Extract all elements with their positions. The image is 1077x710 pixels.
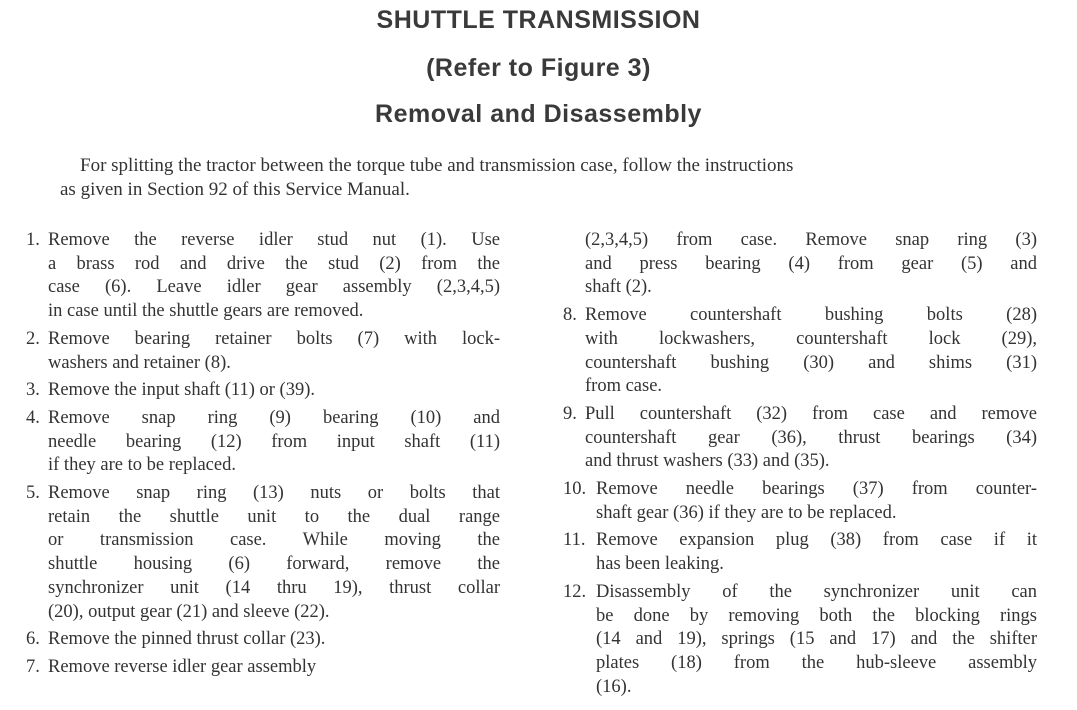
step-item: [26, 379, 500, 403]
step-item: [563, 529, 1037, 576]
step-number: 12.: [563, 581, 587, 602]
right-column: [563, 229, 1037, 703]
step-text-line: Remove snap ring (9) bearing (10) and: [48, 407, 500, 428]
step-text-line: retain the shuttle unit to the dual range: [48, 506, 500, 527]
step-text-line: in case until the shuttle gears are removed.: [48, 301, 364, 322]
step-text-line: Remove the reverse idler stud nut (1). Use: [48, 230, 500, 250]
step-text-line: Remove reverse idler gear assembly: [48, 656, 317, 677]
step-number: 6.: [26, 629, 40, 650]
step-text-line: synchronizer unit (14 thru 19), thrust collar: [48, 577, 500, 598]
step-number: 3.: [26, 380, 40, 401]
page-title: SHUTTLE TRANSMISSION: [376, 6, 701, 34]
step-item: [26, 628, 500, 652]
step-text-line: Remove bearing retainer bolts (7) with lock-: [48, 328, 500, 349]
figure-reference: (Refer to Figure 3): [426, 54, 651, 82]
step-item: [26, 407, 500, 478]
step-text-line: and thrust washers (33) and (35).: [585, 451, 830, 472]
step-text-line: plates (18) from the hub-sleeve assembly: [596, 652, 1037, 673]
step-item: [26, 229, 500, 324]
step-text-line: shaft gear (36) if they are to be replaced.: [596, 502, 897, 523]
intro-paragraph: [60, 154, 1020, 202]
step-number: 7.: [26, 656, 40, 677]
step-text-line: case (6). Leave idler gear assembly (2,3,4,5): [48, 277, 500, 298]
step-text-line: if they are to be replaced.: [48, 455, 236, 476]
step-text-line: be done by removing both the blocking rings: [596, 605, 1037, 626]
step-text-line: shaft (2).: [585, 277, 652, 298]
step-text-line: from case.: [585, 376, 663, 397]
step-number: 11.: [563, 530, 586, 551]
step-text-line: Pull countershaft (32) from case and remove: [585, 403, 1037, 424]
step-number: 2.: [26, 328, 40, 349]
step-item: [563, 403, 1037, 474]
step-text-line: Remove countershaft bushing bolts (28): [585, 305, 1037, 326]
step-number: 10.: [563, 479, 587, 500]
step-text-line: countershaft gear (36), thrust bearings (34): [585, 427, 1037, 448]
step-text-line: countershaft bushing (30) and shims (31): [585, 352, 1037, 373]
step-item: [26, 482, 500, 624]
step-text-line: (14 and 19), springs (15 and 17) and the shifter: [596, 629, 1037, 650]
left-column: [26, 229, 500, 684]
step-text-line: and press bearing (4) from gear (5) and: [585, 253, 1037, 274]
step-item: [563, 581, 1037, 700]
step-number: 5.: [26, 483, 40, 504]
step-text-line: a brass rod and drive the stud (2) from the: [48, 253, 500, 274]
step-text-line: Remove needle bearings (37) from counter-: [596, 479, 1037, 500]
step-item: [563, 304, 1037, 399]
continued-step-text: [563, 229, 1037, 300]
step-item: [563, 478, 1037, 525]
step-text-line: (2,3,4,5) from case. Remove snap ring (3): [585, 230, 1037, 250]
step-item: [26, 328, 500, 375]
step-number: 1.: [26, 230, 40, 250]
step-text-line: (16).: [596, 676, 632, 697]
step-text-line: Remove the input shaft (11) or (39).: [48, 380, 315, 401]
step-number: 8.: [563, 305, 577, 326]
step-text-line: shuttle housing (6) forward, remove the: [48, 554, 500, 575]
step-text-line: Remove the pinned thrust collar (23).: [48, 629, 326, 650]
step-text-line: (20), output gear (21) and sleeve (22).: [48, 601, 330, 622]
step-number: 4.: [26, 407, 40, 428]
intro-line: For splitting the tractor between the torque tube and transmission case, follow the instructions: [80, 155, 794, 176]
step-text-line: Remove snap ring (13) nuts or bolts that: [48, 483, 500, 504]
step-text-line: with lockwashers, countershaft lock (29),: [585, 328, 1037, 349]
step-text-line: needle bearing (12) from input shaft (11): [48, 431, 500, 452]
step-number: 9.: [563, 403, 577, 424]
step-text-line: or transmission case. While moving the: [48, 530, 500, 551]
step-text-line: has been leaking.: [596, 554, 724, 575]
step-text-line: washers and retainer (8).: [48, 352, 231, 373]
step-text-line: Disassembly of the synchronizer unit can: [596, 581, 1037, 602]
step-item: [26, 656, 500, 680]
section-subtitle: Removal and Disassembly: [375, 100, 702, 128]
intro-line: as given in Section 92 of this Service Manual.: [60, 179, 410, 200]
step-text-line: Remove expansion plug (38) from case if it: [596, 530, 1037, 551]
